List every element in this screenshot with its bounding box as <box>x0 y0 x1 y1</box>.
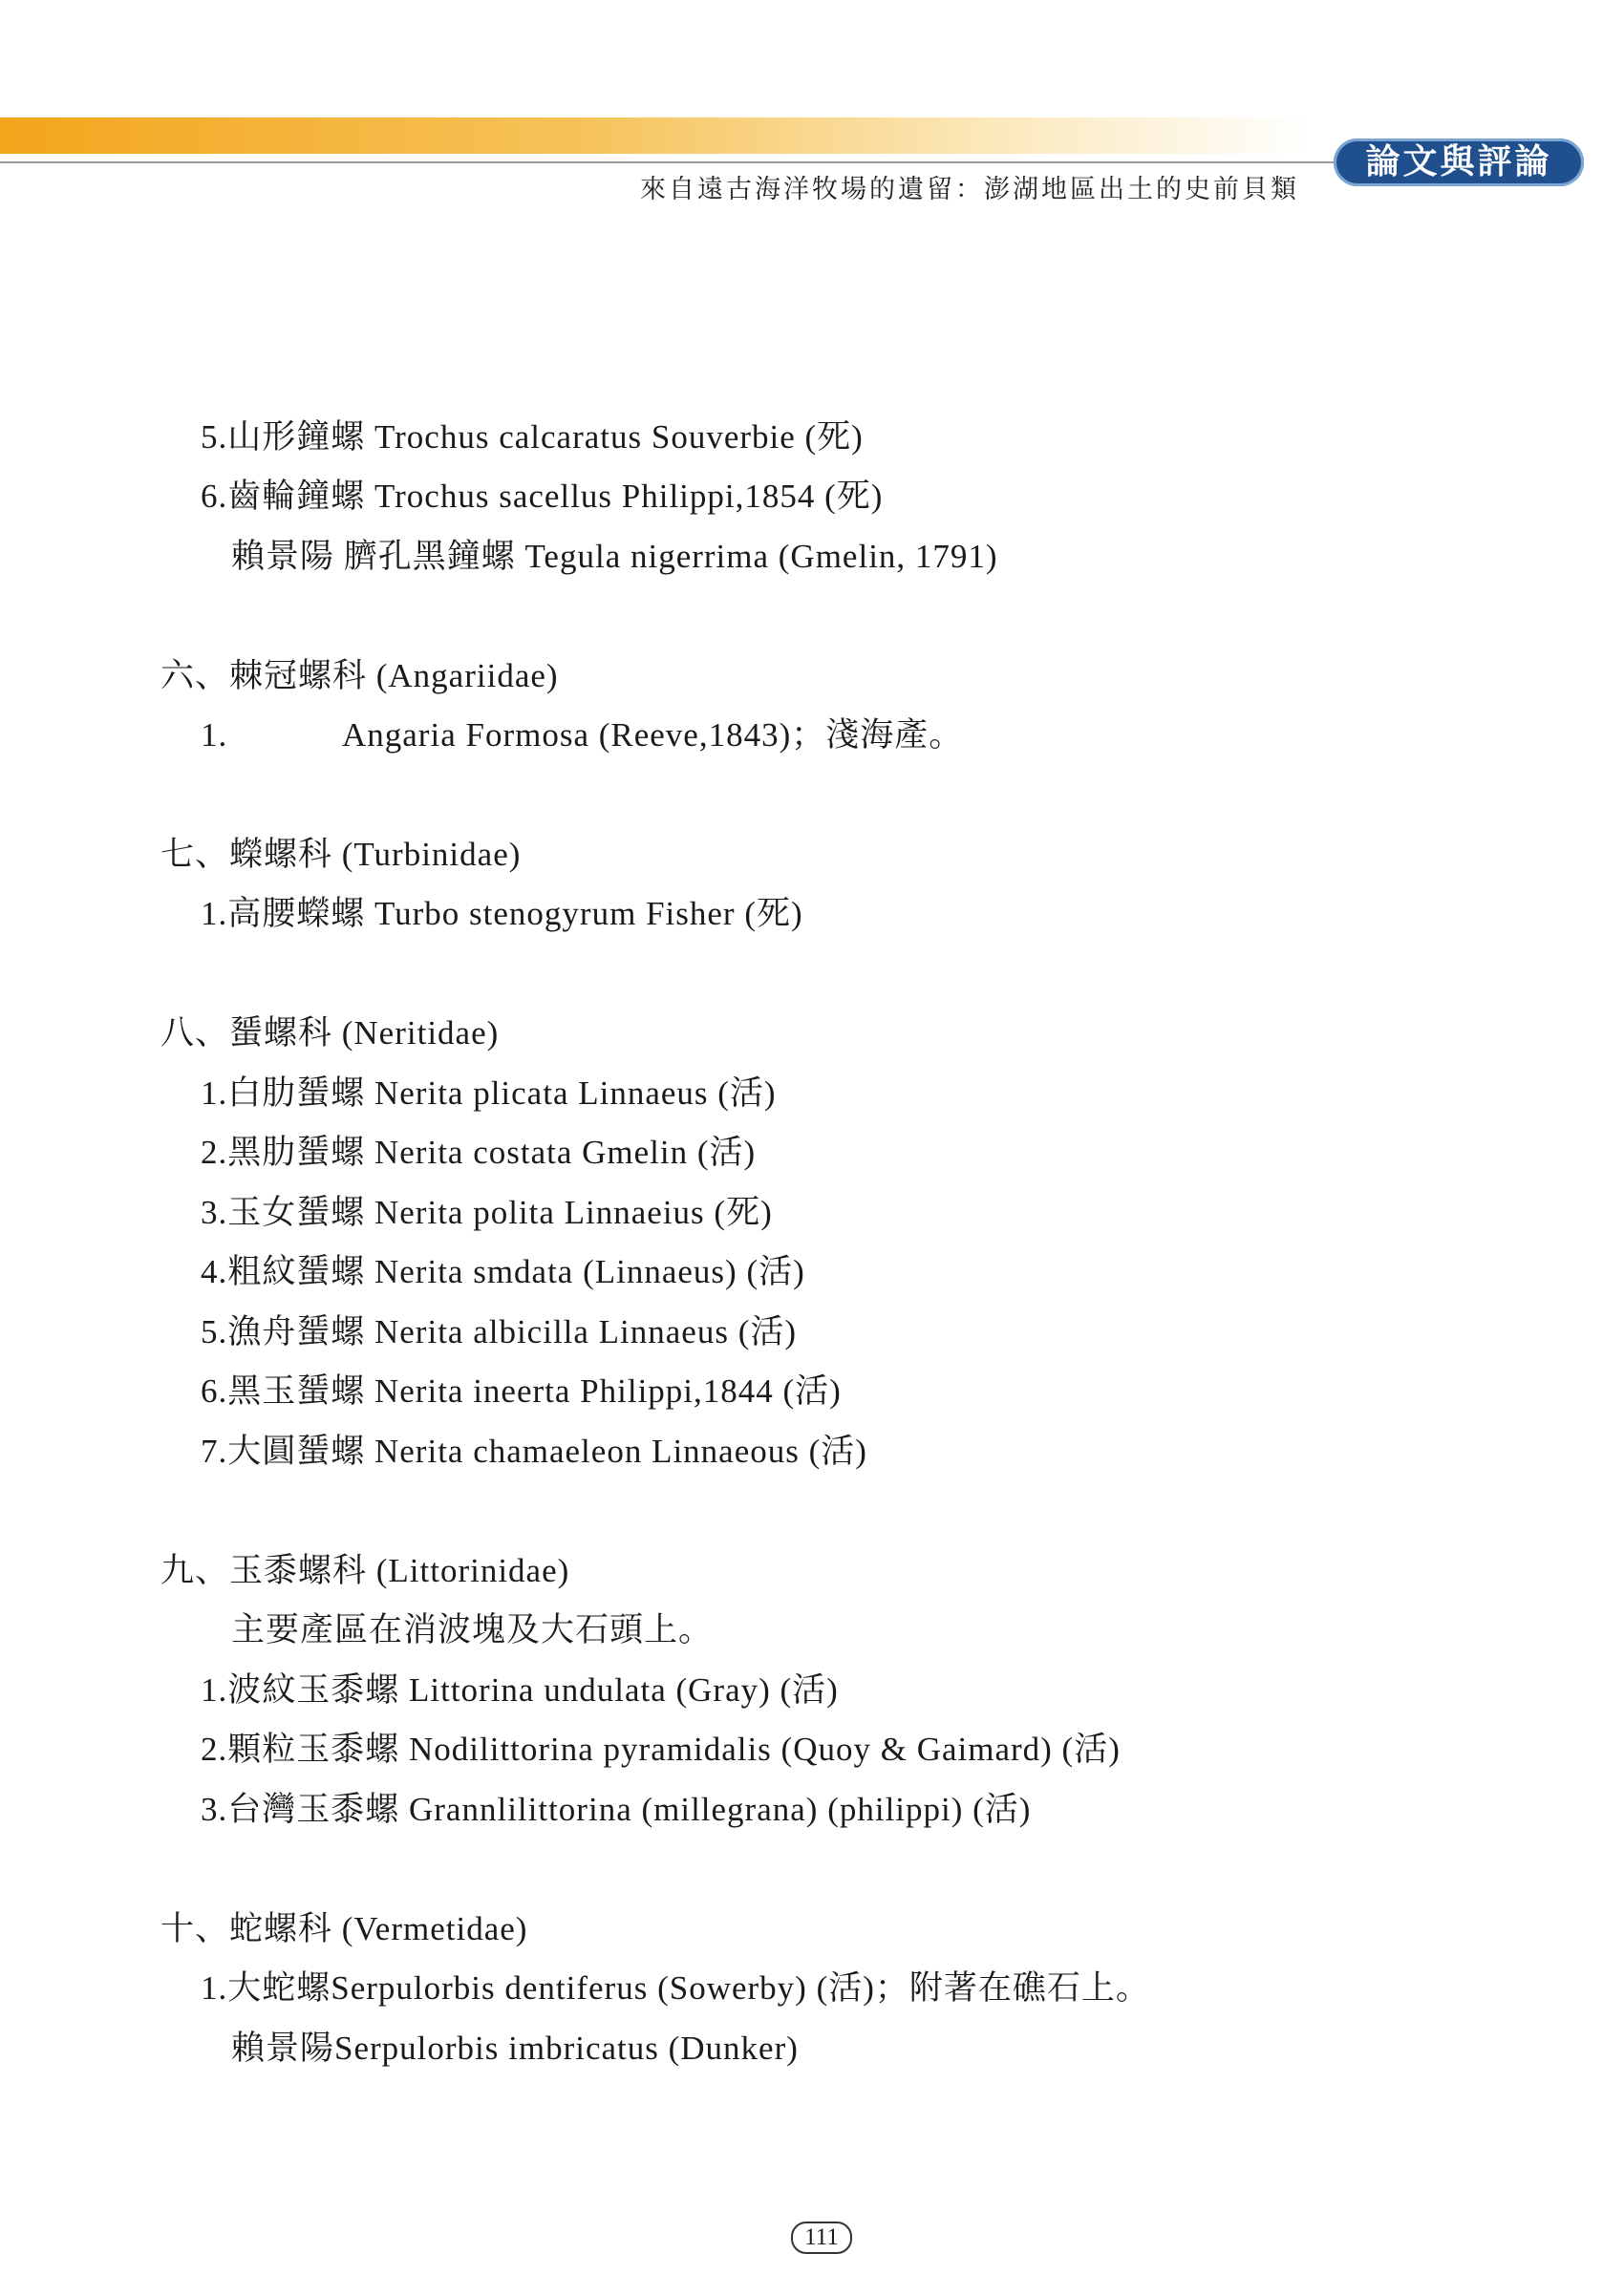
section-heading: 九、玉黍螺科 (Littorinidae) <box>160 1552 570 1589</box>
header-rule <box>0 161 1337 163</box>
list-item: Angaria Formosa (Reeve,1843)；淺海產。 <box>342 716 964 754</box>
section-note: 主要產區在消波塊及大石頭上。 <box>231 1611 714 1648</box>
list-item: 1.高腰蠑螺 Turbo stenogyrum Fisher (死) <box>201 895 803 932</box>
list-item: 1.白肋蜑螺 Nerita plicata Linnaeus (活) <box>201 1074 777 1112</box>
list-item: 6.齒輪鐘螺 Trochus sacellus Philippi,1854 (死) <box>201 478 884 515</box>
list-item: 2.顆粒玉黍螺 Nodilittorina pyramidalis (Quoy & Gaimard) (活) <box>201 1731 1121 1768</box>
page-number: 111 <box>791 2222 852 2254</box>
section-heading: 七、蠑螺科 (Turbinidae) <box>160 836 522 873</box>
section-heading: 六、棘冠螺科 (Angariidae) <box>160 657 559 694</box>
list-item: 3.台灣玉黍螺 Grannlilittorina (millegrana) (philippi) (活) <box>201 1791 1032 1828</box>
section-heading: 八、蜑螺科 (Neritidae) <box>160 1014 500 1052</box>
list-item: 1.波紋玉黍螺 Littorina undulata (Gray) (活) <box>201 1671 839 1709</box>
list-item: 4.粗紋蜑螺 Nerita smdata (Linnaeus) (活) <box>201 1253 805 1290</box>
list-number: 1. <box>201 716 228 754</box>
list-item-note: 賴景陽 臍孔黑鐘螺 Tegula nigerrima (Gmelin, 1791) <box>231 538 998 575</box>
list-item: 3.玉女蜑螺 Nerita polita Linnaeius (死) <box>201 1194 773 1231</box>
list-item: 7.大圓蜑螺 Nerita chamaeleon Linnaeous (活) <box>201 1433 867 1470</box>
list-item: 2.黑肋蜑螺 Nerita costata Gmelin (活) <box>201 1134 757 1171</box>
section-badge: 論文與評論 <box>1334 138 1584 186</box>
list-item: 1.大蛇螺Serpulorbis dentiferus (Sowerby) (活)；附著在礁石上。 <box>201 1969 1150 2007</box>
list-item: 5.漁舟蜑螺 Nerita albicilla Linnaeus (活) <box>201 1313 798 1350</box>
running-title: 來自遠古海洋牧場的遺留：澎湖地區出土的史前貝類 <box>640 175 1299 204</box>
list-item: 6.黑玉蜑螺 Nerita ineerta Philippi,1844 (活) <box>201 1372 842 1410</box>
list-item: 5.山形鐘螺 Trochus calcaratus Souverbie (死) <box>201 418 864 456</box>
section-heading: 十、蛇螺科 (Vermetidae) <box>160 1910 528 1947</box>
header-gradient-bar <box>0 117 1309 154</box>
list-item-note: 賴景陽Serpulorbis imbricatus (Dunker) <box>231 2030 799 2067</box>
